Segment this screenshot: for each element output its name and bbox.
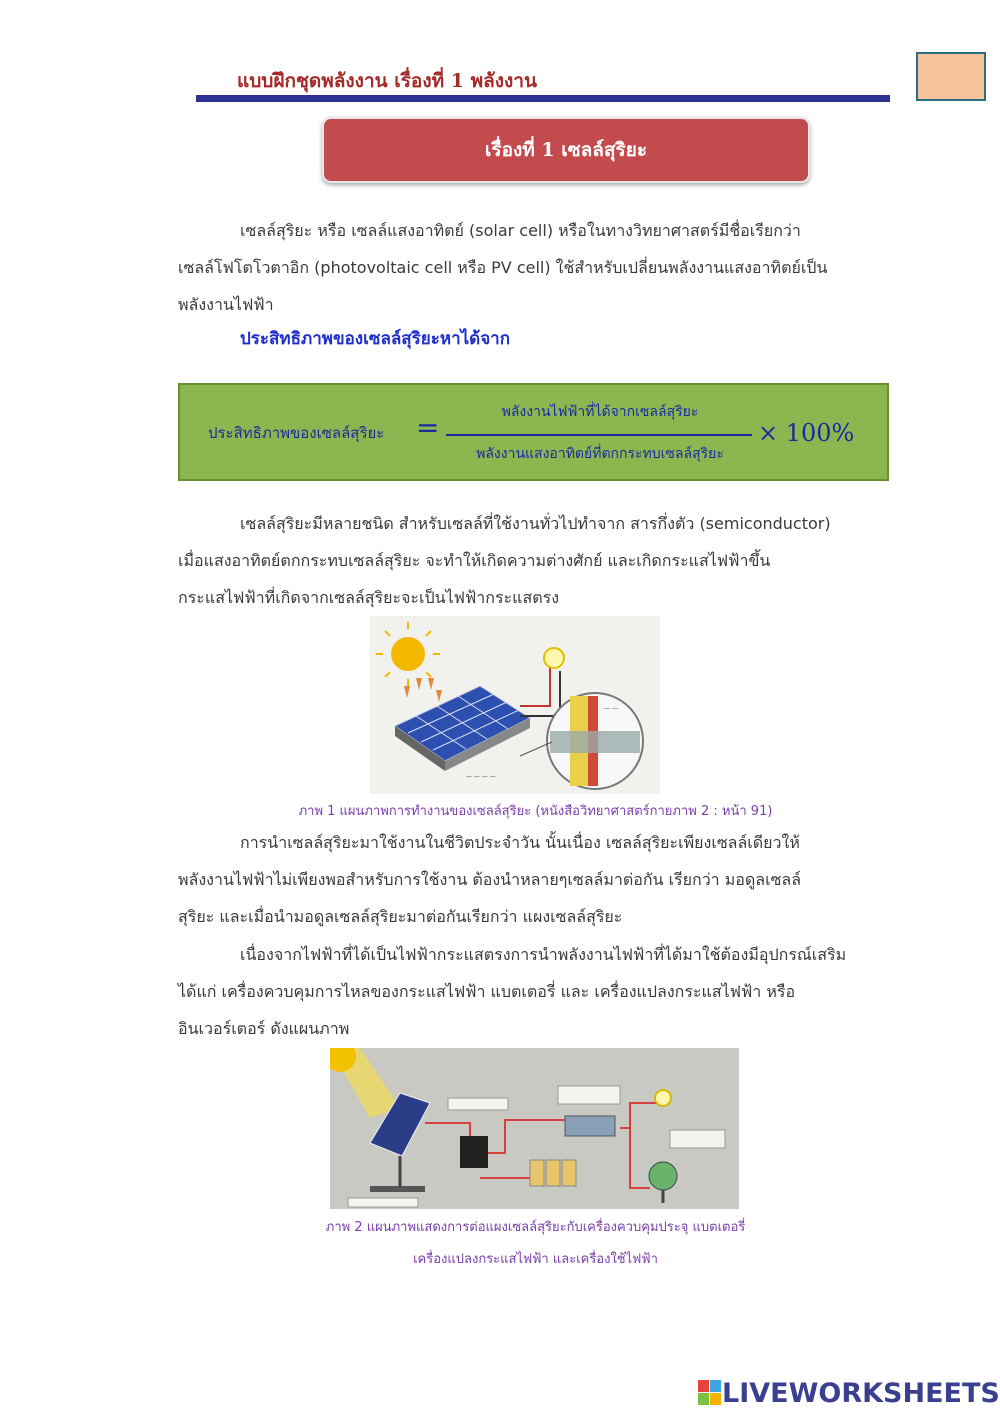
paragraph-equipment (178, 936, 893, 1047)
efficiency-subheading: ประสิทธิภาพของเซลล์สุริยะหาได้จาก (240, 329, 511, 349)
liveworksheets-logo[interactable] (698, 1376, 1000, 1410)
liveworksheets-logo-icon (698, 1380, 722, 1406)
solar-cell-diagram-image (370, 616, 660, 794)
efficiency-formula-box (178, 383, 889, 481)
text-line: เนื่องจากไฟฟ้าที่ได้เป็นไฟฟ้ากระแสตรงการนำพลังงานไฟฟ้าที่ได้มาใช้ต้องมีอุปกรณ์เสริม (240, 945, 847, 964)
formula-numerator: พลังงานไฟฟ้าที่ได้จากเซลล์สุริยะ (501, 404, 699, 420)
formula-equals: = (416, 411, 440, 444)
formula-denominator: พลังงานแสงอาทิตย์ที่ตกกระทบเซลล์สุริยะ (476, 446, 724, 462)
text-line: เมื่อแสงอาทิตย์ตกกระทบเซลล์สุริยะ จะทำให้เกิดความต่างศักย์ และเกิดกระแสไฟฟ้าขึ้น (178, 551, 771, 570)
formula-lhs: ประสิทธิภาพของเซลล์สุริยะ (208, 424, 385, 442)
battery-icon (530, 1160, 576, 1186)
corner-decoration (916, 52, 986, 101)
paragraph-module (178, 824, 893, 935)
text-line: เซลล์สุริยะ หรือ เซลล์แสงอาทิตย์ (solar cell) หรือในทางวิทยาศาสตร์มีชื่อเรียกว่า (240, 221, 801, 240)
figure-2-caption-line-1: ภาพ 2 แผนภาพแสดงการต่อแผงเซลล์สุริยะกับเครื่องควบคุมประจุ แบตเตอรี่ (325, 1220, 746, 1235)
text-line: สุริยะ และเมื่อนำมอดูลเซลล์สุริยะมาต่อกันเรียกว่า แผงเซลล์สุริยะ (178, 907, 623, 926)
solar-system-diagram-image (330, 1048, 739, 1209)
text-line: กระแสไฟฟ้าที่เกิดจากเซลล์สุริยะจะเป็นไฟฟ้ากระแสตรง (178, 588, 560, 607)
paragraph-intro (178, 212, 893, 323)
text-line: พลังงานไฟฟ้า (178, 295, 274, 314)
formula-multiplier: × 100% (758, 419, 855, 447)
sun-icon (391, 637, 425, 671)
lightbulb-icon (544, 648, 564, 668)
text-line: การนำเซลล์สุริยะมาใช้งานในชีวิตประจำวัน นั้นเนื่อง เซลล์สุริยะเพียงเซลล์เดียวให้ (240, 833, 800, 852)
inverter-icon (565, 1116, 615, 1136)
header-divider (196, 95, 890, 102)
figure-2-caption-line-2: เครื่องแปลงกระแสไฟฟ้า และเครื่องใช้ไฟฟ้า (413, 1252, 658, 1267)
charge-controller-icon (460, 1136, 488, 1168)
header-title: แบบฝึกชุดพลังงาน เรื่องที่ 1 พลังงาน (237, 70, 537, 92)
text-line: เซลล์สุริยะมีหลายชนิด สำหรับเซลล์ที่ใช้งานทั่วไปทำจาก สารกึ่งตัว (semiconductor) (240, 514, 831, 533)
section-title-banner (322, 117, 810, 183)
paragraph-semiconductor (178, 505, 893, 616)
svg-text:— — — —: — — — — (466, 773, 496, 780)
lightbulb-icon (655, 1090, 671, 1106)
fraction-bar (446, 434, 752, 436)
text-line: ได้แก่ เครื่องควบคุมการไหลของกระแสไฟฟ้า แบตเตอรี่ และ เครื่องแปลงกระแสไฟฟ้า หรือ (178, 982, 796, 1001)
logo-text: LIVEWORKSHEETS (722, 1377, 1000, 1409)
text-line: อินเวอร์เตอร์ ดังแผนภาพ (178, 1019, 350, 1038)
svg-text:— —: — — (604, 705, 618, 712)
text-line: เซลล์โฟโตโวตาอิก (photovoltaic cell หรือ PV cell) ใช้สำหรับเปลี่ยนพลังงานแสงอาทิตย์เป็น (178, 258, 828, 277)
fan-icon (649, 1162, 677, 1190)
section-title: เรื่องที่ 1 เซลล์สุริยะ (484, 139, 648, 161)
figure-1-caption: ภาพ 1 แผนภาพการทำงานของเซลล์สุริยะ (หนังสือวิทยาศาสตร์กายภาพ 2 : หน้า 91) (298, 804, 773, 819)
text-line: พลังงานไฟฟ้าไม่เพียงพอสำหรับการใช้งาน ต้องนำหลายๆเซลล์มาต่อกัน เรียกว่า มอดูลเซลล์ (178, 870, 802, 889)
